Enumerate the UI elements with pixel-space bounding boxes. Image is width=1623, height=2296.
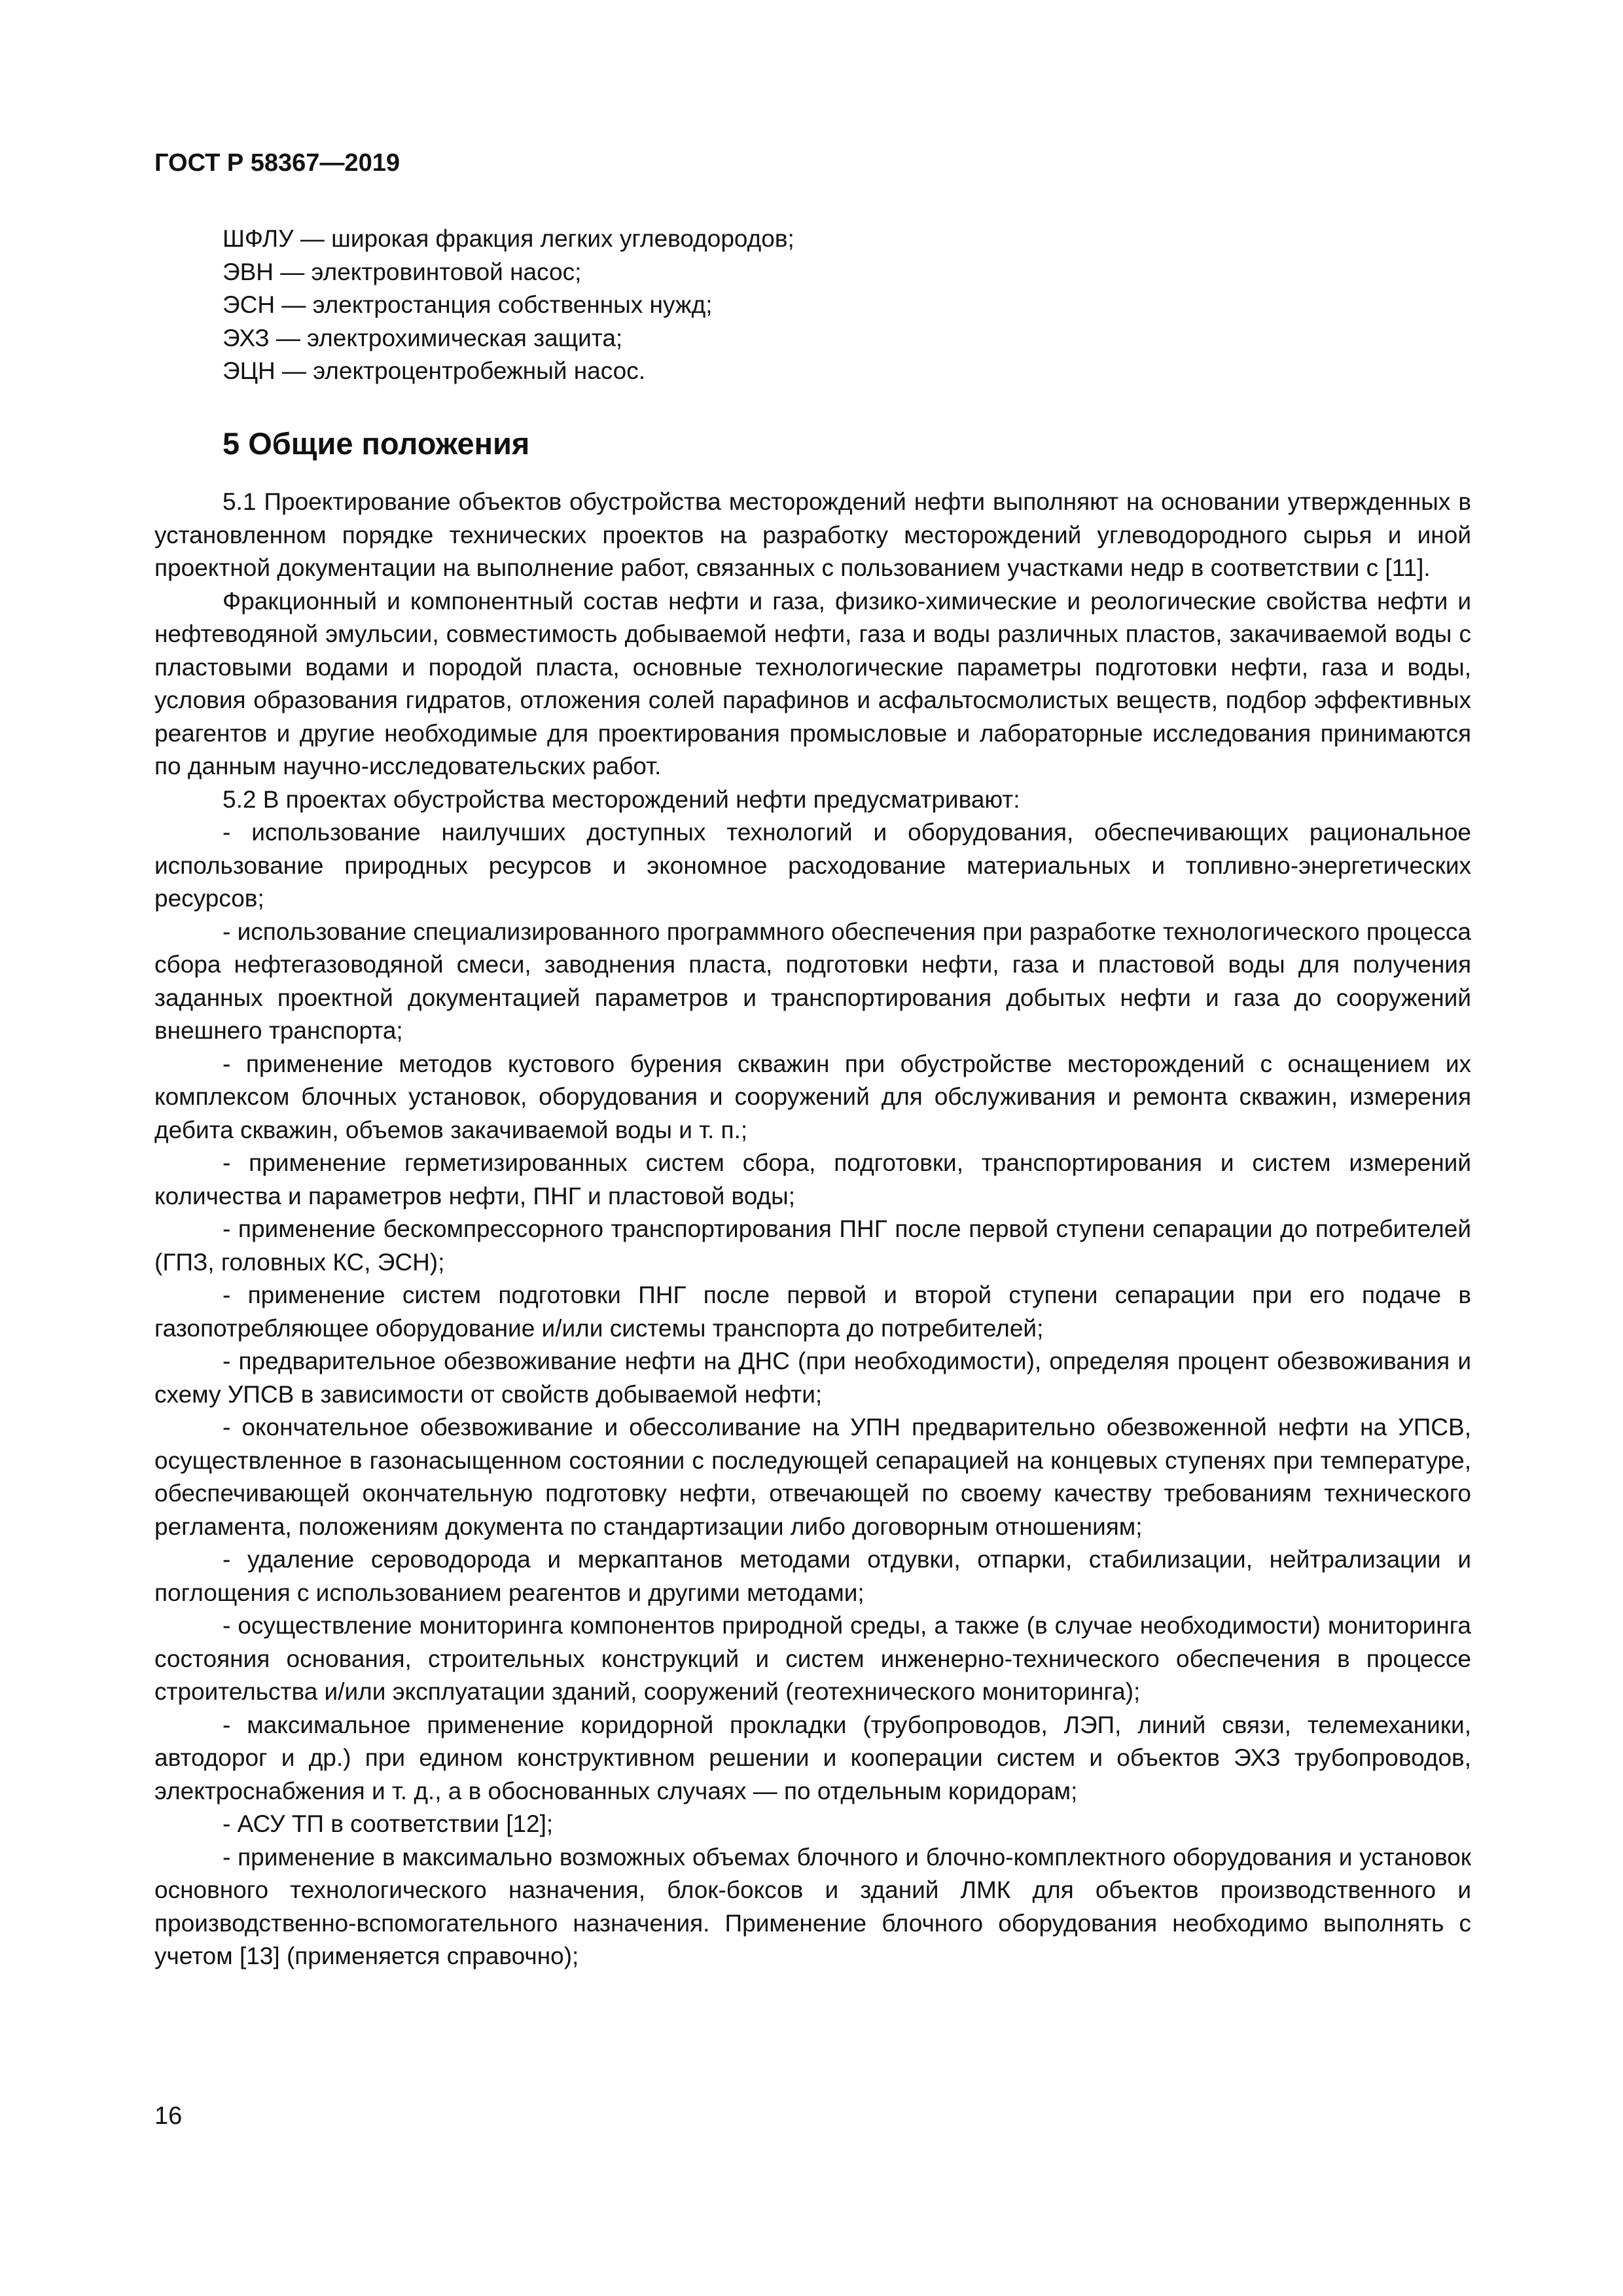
list-item-block-equipment: - применение в максимально возможных объемах блочного и блочно-комплектного оборудования и установок основного технологического назначения, блок-боксов и зданий ЛМК для объектов производственного и производственно-вспомогательного назначения. Применение блочного оборудования необходимо выполнять с учетом [13] (применяется справочно); <box>154 1843 1471 1969</box>
paragraph-5-1: 5.1 Проектирование объектов обустройства месторождений нефти выполняют на основании утвержденных в установленном порядке технических проектов на разработку месторождений углеводородного сырья и иной проектной документации на выполнение работ, связанных с пользованием участками недр в соответствии с [11]. <box>154 488 1471 581</box>
document-code-header: ГОСТ Р 58367—2019 <box>154 149 400 177</box>
paragraph-5-2: 5.2 В проектах обустройства месторождений нефти предусматривают: <box>223 785 1020 813</box>
list-item-sealed-systems: - применение герметизированных систем сбора, подготовки, транспортирования и систем измерений количества и параметров нефти, ПНГ и пластовой воды; <box>154 1149 1471 1210</box>
list-item-software: - использование специализированного программного обеспечения при разработке технологического процесса сбора нефтегазоводяной смеси, заводнения пласта, подготовки нефти, газа и пластовой воды для получения заданных проектной документацией параметров и транспортирования добытых нефти и газа до сооружений внешнего транспорта; <box>154 918 1471 1044</box>
section-title: 5 Общие положения <box>223 426 530 461</box>
list-item-technologies: - использование наилучших доступных технологий и оборудования, обеспечивающих рациональное использование природных ресурсов и экономное расходование материальных и топливно-энергетических ресурсов; <box>154 819 1471 912</box>
list-item-monitoring: - осуществление мониторинга компонентов природной среды, а также (в случае необходимости) мониторинга состояния основания, строительных конструкций и систем инженерно-технического обеспечения в процессе строительства и/или эксплуатации зданий, сооружений (геотехнического мониторинга); <box>154 1612 1471 1705</box>
page-number: 16 <box>154 2102 183 2130</box>
section-body <box>154 486 1471 1973</box>
list-item-preliminary-dehydration: - предварительное обезвоживание нефти на ДНС (при необходимости), определяя процент обезвоживания и схему УПСВ в зависимости от свойств добываемой нефти; <box>154 1348 1471 1408</box>
abbreviation-item: ЭХЗ — электрохимическая защита; <box>223 324 623 351</box>
list-item-corridor-laying: - максимальное применение коридорной прокладки (трубопроводов, ЛЭП, линий связи, телемеханики, автодорог и др.) при едином конструктивном решении и кооперации систем и объектов ЭХЗ трубопроводов, электроснабжения и т. д., а в обоснованных случаях — по отдельным коридорам; <box>154 1711 1471 1804</box>
abbreviation-list <box>223 223 1466 388</box>
abbreviation-item: ЭСН — электростанция собственных нужд; <box>223 291 713 318</box>
list-item-cluster-drilling: - применение методов кустового бурения скважин при обустройстве месторождений с оснащением их комплексом блочных установок, оборудования и сооружений для обслуживания и ремонта скважин, измерения дебита скважин, объемов закачиваемой воды и т. п.; <box>154 1050 1471 1143</box>
abbreviation-item: ЭЦН — электроцентробежный насос. <box>223 357 646 384</box>
abbreviation-item: ЭВН — электровинтовой насос; <box>223 258 582 285</box>
paragraph-composition: Фракционный и компонентный состав нефти и газа, физико-химические и реологические свойства нефти и нефтеводяной эмульсии, совместимость добываемой нефти, газа и воды различных пластов, закачиваемой воды с пластовыми водами и породой пласта, основные технологические параметры подготовки нефти, газа и воды, условия образования гидратов, отложения солей парафинов и асфальтосмолистых веществ, подбор эффективных реагентов и другие необходимые для проектирования промысловые и лабораторные исследования принимаются по данным научно-исследовательских работ. <box>154 587 1471 780</box>
list-item-gas-treatment: - применение систем подготовки ПНГ после первой и второй ступени сепарации при его подаче в газопотребляющее оборудование и/или системы транспорта до потребителей; <box>154 1282 1471 1342</box>
list-item-final-dehydration: - окончательное обезвоживание и обессоливание на УПН предварительно обезвоженной нефти на УПСВ, осуществленное в газонасыщенном состоянии с последующей сепарацией на концевых ступенях при температуре, обеспечивающей окончательную подготовку нефти, отвечающей по своему качеству требованиям технического регламента, положениям документа по стандартизации либо договорным отношениям; <box>154 1414 1471 1540</box>
abbreviation-item: ШФЛУ — широкая фракция легких углеводородов; <box>223 225 794 252</box>
list-item-acs: - АСУ ТП в соответствии [12]; <box>223 1810 554 1837</box>
list-item-h2s-removal: - удаление сероводорода и меркаптанов методами отдувки, отпарки, стабилизации, нейтрализации и поглощения с использованием реагентов и другими методами; <box>154 1546 1471 1606</box>
list-item-compressorless-transport: - применение бескомпрессорного транспортирования ПНГ после первой ступени сепарации до потребителей (ГПЗ, головных КС, ЭСН); <box>154 1215 1471 1276</box>
